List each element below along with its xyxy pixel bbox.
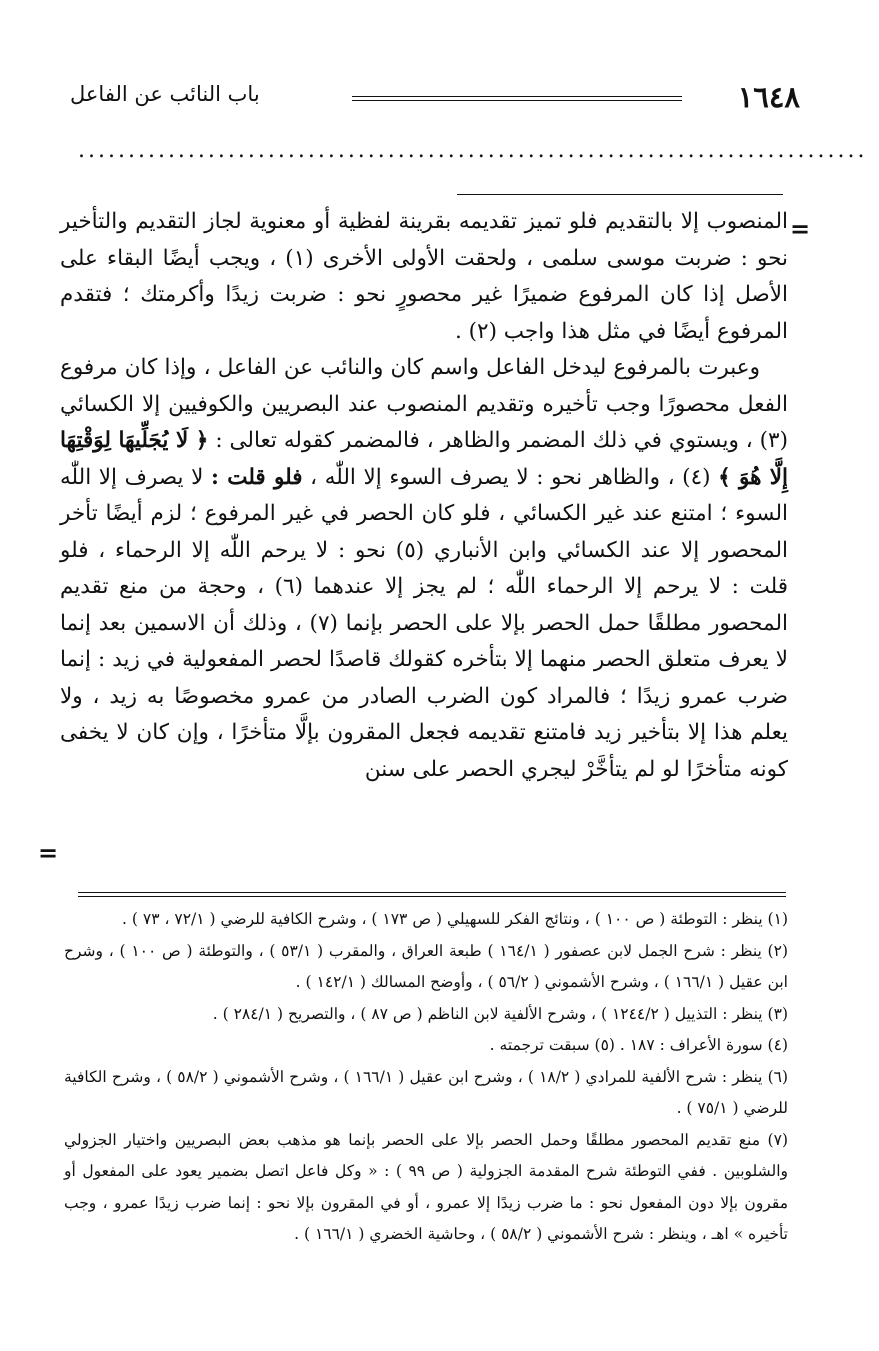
continuation-mark-end: = [38, 838, 59, 867]
paragraph-2-part-b: (٤) ، والظاهر نحو : لا يصرف السوء إلا اللّٰه ، [310, 464, 711, 490]
quran-verse: ﴿ لَا يُجَلِّيهَا لِوَقْتِهَا إِلَّا هُوَ ﴾ [60, 428, 789, 490]
page-header [70, 78, 800, 118]
continuation-mark-start: = [790, 214, 811, 243]
section-title: باب النائب عن الفاعل [70, 82, 260, 106]
page-number: ١٦٤٨ [737, 80, 800, 114]
footnote-2: (٢) ينظر : شرح الجمل لابن عصفور ( ١٦٤/١ ) طبعة العراق ، والمقرب ( ٥٣/١ ) ، والتوطئة ( ص ١٠٠ ) ، وشرح ابن عقيل ( ١٦٦/١ ) ، وشرح الأشموني ( ٥٦/٢ ) ، وأوضح المسالك ( ١٤٢/١ ) . [64, 941, 788, 991]
paragraph-2-part-a: وعبرت بالمرفوع ليدخل الفاعل واسم كان والنائب عن الفاعل ، وإذا كان مرفوع الفعل محصورًا وجب تأخيره وتقديم المنصوب عند البصريين والكوفيين إلا الكسائي (٣) ، ويستوي في ذلك المضمر والظاهر ، فالمضمر كقوله تعالى : [60, 355, 788, 453]
paragraph-2 [60, 350, 788, 788]
paragraph-2-part-c: لا يصرف إلا اللّٰه السوء ؛ امتنع عند غير الكسائي ، فلو كان الحصر في غير المرفوع ؛ لزم أيضًا تأخر المحصور إلا عند الكسائي وابن الأنباري (٥) نحو : لا يرحم اللّٰه إلا الرحماء ، فلو قلت : لا يرحم إلا الرحماء اللّٰه ؛ لم يجز إلا عندهما (٦) ، وحجة من منع تقديم المحصور مطلقًا حمل الحصر بإلا على الحصر بإنما (٧) ، وذلك أن الاسمين بعد إنما لا يعرف متعلق الحصر منهما إلا بتأخره كقولك قاصدًا لحصر المفعولية في زيد : إنما ضرب عمرو زيدًا ؛ فالمراد كون الضرب الصادر من عمرو مخصوصًا به زيد ، ولا يعلم هذا إلا بتأخير زيد فامتنع تقديمه فجعل المقرون بإلَّا متأخرًا ، وإن كان لا يخفى كونه متأخرًا لو لم يتأخَّرْ ليجري الحصر على سنن [60, 464, 788, 782]
footnote-4-5: (٤) سورة الأعراف : ١٨٧ . (٥) سبقت ترجمته . [489, 1036, 788, 1054]
footnote-rule [78, 892, 786, 897]
main-text [60, 204, 788, 788]
paragraph-1: المنصوب إلا بالتقديم فلو تميز تقديمه بقرينة لفظية أو معنوية لجاز التقديم والتأخير نحو : ضربت موسى سلمى ، ولحقت الأولى الأخرى (١) ، ويجب أيضًا البقاء على الأصل إذا كان المرفوع ضميرًا غير محصورٍ نحو : ضربت زيدًا وأكرمتك ؛ فتقدم المرفوع أيضًا في مثل هذا واجب (٢) . [60, 209, 788, 344]
footnote-6: (٦) ينظر : شرح الألفية للمرادي ( ١٨/٢ ) ، وشرح ابن عقيل ( ١٦٦/١ ) ، وشرح الأشموني ( ٥٨/٢ ) ، وشرح الكافية للرضي ( ٧٥/١ ) . [64, 1067, 789, 1117]
footnote-1: (١) ينظر : التوطئة ( ص ١٠٠ ) ، ونتائج الفكر للسهيلي ( ص ١٧٣ ) ، وشرح الكافية للرضي ( ٧٢/١ ، ٧٣ ) . [122, 910, 788, 928]
footnote-3: (٣) ينظر : التذييل ( ١٢٤٤/٢ ) ، وشرح الألفية لابن الناظم ( ص ٨٧ ) ، والتصريح ( ٢٨٤/١ ) . [212, 1004, 788, 1023]
header-rule [352, 96, 682, 101]
footnote-7: (٧) منع تقديم المحصور مطلقًا وحمل الحصر بإلا على الحصر بإنما هو مذهب بعض البصريين واختيار الجزولي والشلوبين . ففي التوطئة شرح المقدمة الجزولية ( ص ٩٩ ) : « وكل فاعل اتصل بضمير يعود على المفعول أو مقرون بإلا دون المفعول نحو : ما ضرب زيدًا إلا عمرو ، أو في المقرون بإلا نحو : إنما ضرب زيدًا عمرو ، وجب تأخيره » اهـ ، وينظر : شرح الأشموني ( ٥٨/٢ ) ، وحاشية الخضري ( ١٦٦/١ ) . [64, 1130, 788, 1243]
paragraph-2-bold: فلو قلت : [210, 464, 303, 490]
dotted-separator: ............................................................................... [78, 138, 868, 163]
top-rule [457, 194, 783, 195]
footnotes [64, 904, 788, 1251]
